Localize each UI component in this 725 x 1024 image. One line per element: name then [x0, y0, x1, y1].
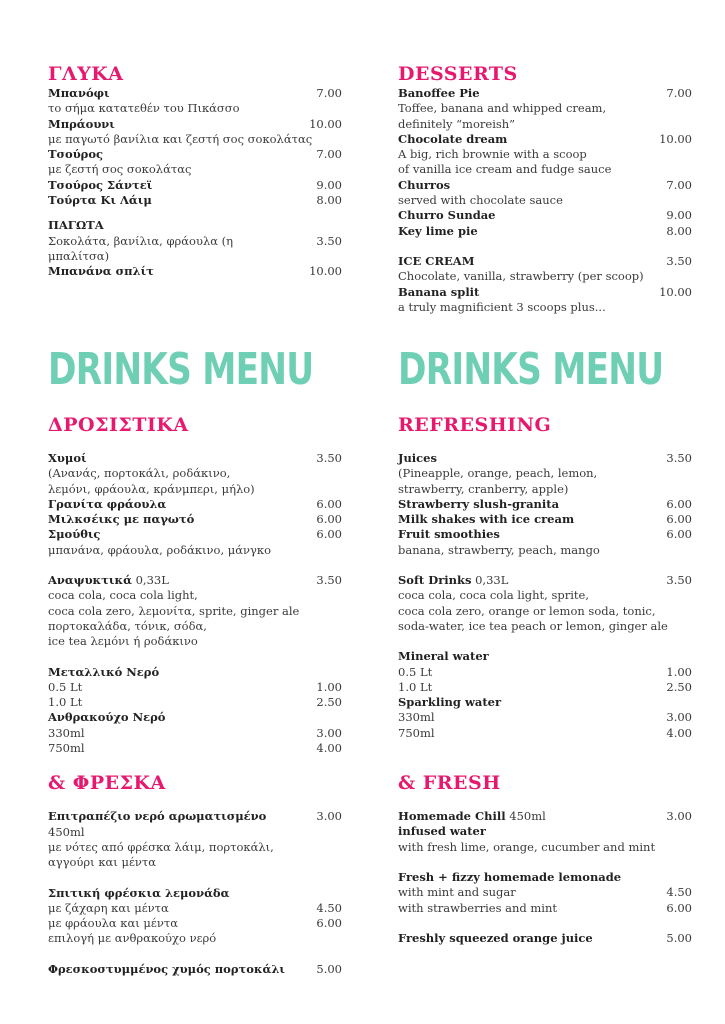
menu-item: Τσούρος 7.00 [48, 147, 342, 162]
menu-item: 1.0 Lt 2.50 [398, 679, 692, 694]
menu-item: 0.5 Lt 1.00 [398, 664, 692, 679]
menu-item: Τούρτα Κι Λάιμ 8.00 [48, 193, 342, 208]
item-description: a truly magnificient 3 scoops plus... [398, 299, 606, 314]
menu-item: 330ml 3.00 [398, 710, 692, 725]
menu-item: Μπανάνα σπλίτ 10.00 [48, 264, 342, 279]
section-title: ΓΛΥΚΑ [48, 63, 124, 85]
item-heading: Ανθρακούχο Νερό [48, 710, 166, 725]
menu-item: ICE CREAM 3.50 [398, 253, 692, 268]
item-description: το σήμα κατατεθέν του Πικάσσο [48, 101, 240, 116]
menu-item: with mint and sugar 4.50 [398, 885, 692, 900]
section-title: REFRESHING [398, 414, 552, 436]
drinks-menu-heading: DRINKS MENU [398, 344, 664, 395]
item-heading: infused water [398, 824, 486, 839]
item-heading: Fresh + fizzy homemade lemonade [398, 869, 622, 884]
menu-item: με φράουλα και μέντα 6.00 [48, 916, 342, 931]
item-description: strawberry, cranberry, apple) [398, 481, 569, 496]
menu-item: Churros 7.00 [398, 177, 692, 192]
menu-item: Τσούρος Σάντεϊ 9.00 [48, 177, 342, 192]
menu-item: 1.0 Lt 2.50 [48, 695, 342, 710]
menu-item: 750ml 4.00 [48, 741, 342, 756]
menu-item: Banana split 10.00 [398, 284, 692, 299]
item-heading: Mineral water [398, 649, 489, 664]
menu-item: Freshly squeezed orange juice 5.00 [398, 930, 692, 945]
item-description: banana, strawberry, peach, mango [398, 542, 600, 557]
menu-item: με ζάχαρη και μέντα 4.50 [48, 900, 342, 915]
item-description: coca cola zero, orange or lemon soda, tonic, [398, 603, 656, 618]
menu-item: 750ml 4.00 [398, 725, 692, 740]
menu-item: with strawberries and mint 6.00 [398, 900, 692, 915]
ice-cream-heading: ΠΑΓΩΤΑ [48, 218, 104, 233]
menu-item: Γρανίτα φράουλα 6.00 [48, 496, 342, 511]
menu-item: Σοκολάτα, βανίλια, φράουλα (η μπαλίτσα) 3.50 [48, 233, 342, 263]
menu-item: Milk shakes with ice cream 6.00 [398, 512, 692, 527]
item-description: μπανάνα, φράουλα, ροδάκινο, μάνγκο [48, 542, 271, 557]
drinks-section-english [398, 415, 692, 946]
menu-item: Μπανόφι 7.00 [48, 86, 342, 100]
item-description: of vanilla ice cream and fudge sauce [398, 162, 612, 177]
item-description: (Ανανάς, πορτοκάλι, ροδάκινο, [48, 466, 231, 481]
menu-item: Σμούθις 6.00 [48, 527, 342, 542]
menu-item: 0.5 Lt 1.00 [48, 679, 342, 694]
menu-item: Χυμοί 3.50 [48, 451, 342, 465]
item-description: Chocolate, vanilla, strawberry (per scoop) [398, 269, 644, 284]
drinks-section-greek [48, 415, 342, 977]
menu-item: Fruit smoothies 6.00 [398, 527, 692, 542]
section-title: & FRESH [398, 772, 501, 795]
item-description: επιλογή με ανθρακούχο νερό [48, 931, 217, 946]
menu-item: Μπράουνι 10.00 [48, 116, 342, 131]
menu-item: Strawberry slush-granita 6.00 [398, 496, 692, 511]
item-description: ice tea λεμόνι ή ροδάκινο [48, 634, 198, 649]
item-description: coca cola, coca cola light, [48, 588, 198, 603]
item-description: served with chocolate sauce [398, 193, 563, 208]
item-description: coca cola, coca cola light, sprite, [398, 588, 589, 603]
menu-item: Churro Sundae 9.00 [398, 208, 692, 223]
menu-item: Banoffee Pie 7.00 [398, 86, 692, 100]
menu-item: Chocolate dream 10.00 [398, 131, 692, 146]
section-title: & ΦΡΕΣΚΑ [48, 772, 166, 795]
menu-item: Φρεσκοστυμμένος χυμός πορτοκάλι 5.00 [48, 961, 342, 976]
item-description: με νότες από φρέσκα λάιμ, πορτοκάλι, [48, 839, 274, 854]
menu-item: Μιλκσέικς με παγωτό 6.00 [48, 512, 342, 527]
menu-item: Αναψυκτικά 0,33L 3.50 [48, 573, 342, 588]
menu-item: Juices 3.50 [398, 451, 692, 465]
item-description: αγγούρι και μέντα [48, 855, 157, 870]
menu-item: Επιτραπέζιο νερό αρωματισμένο 450ml 3.00 [48, 809, 342, 839]
menu-item: Soft Drinks 0,33L 3.50 [398, 573, 692, 588]
desserts-section-english [398, 64, 692, 315]
item-heading: Sparkling water [398, 695, 502, 710]
item-description: πορτοκαλάδα, τόνικ, σόδα, [48, 618, 207, 633]
item-description: με ζεστή σος σοκολάτας [48, 162, 192, 177]
item-heading: Μεταλλικό Νερό [48, 664, 160, 679]
desserts-section-greek [48, 64, 342, 280]
item-description: soda-water, ice tea peach or lemon, ginger ale [398, 618, 668, 633]
item-description: coca cola zero, λεμονίτα, sprite, ginger ale [48, 603, 300, 618]
item-description: με παγωτό βανίλια και ζεστή σος σοκολάτας [48, 131, 313, 146]
section-title: DESSERTS [398, 63, 518, 85]
section-title: ΔΡΟΣΙΣΤΙΚΑ [48, 414, 189, 436]
item-description: A big, rich brownie with a scoop [398, 147, 587, 162]
menu-item: Homemade Chill 450ml 3.00 [398, 809, 692, 824]
drinks-menu-heading: DRINKS MENU [48, 344, 314, 395]
menu-item: Key lime pie 8.00 [398, 223, 692, 238]
item-description: with fresh lime, orange, cucumber and mint [398, 839, 656, 854]
item-description: Toffee, banana and whipped cream, [398, 101, 607, 116]
item-description: λεμόνι, φράουλα, κράνμπερι, μήλο) [48, 481, 255, 496]
item-heading: Σπιτική φρέσκια λεμονάδα [48, 885, 230, 900]
menu-item: 330ml 3.00 [48, 725, 342, 740]
item-description: definitely “moreish” [398, 116, 516, 131]
item-description: (Pineapple, orange, peach, lemon, [398, 466, 598, 481]
